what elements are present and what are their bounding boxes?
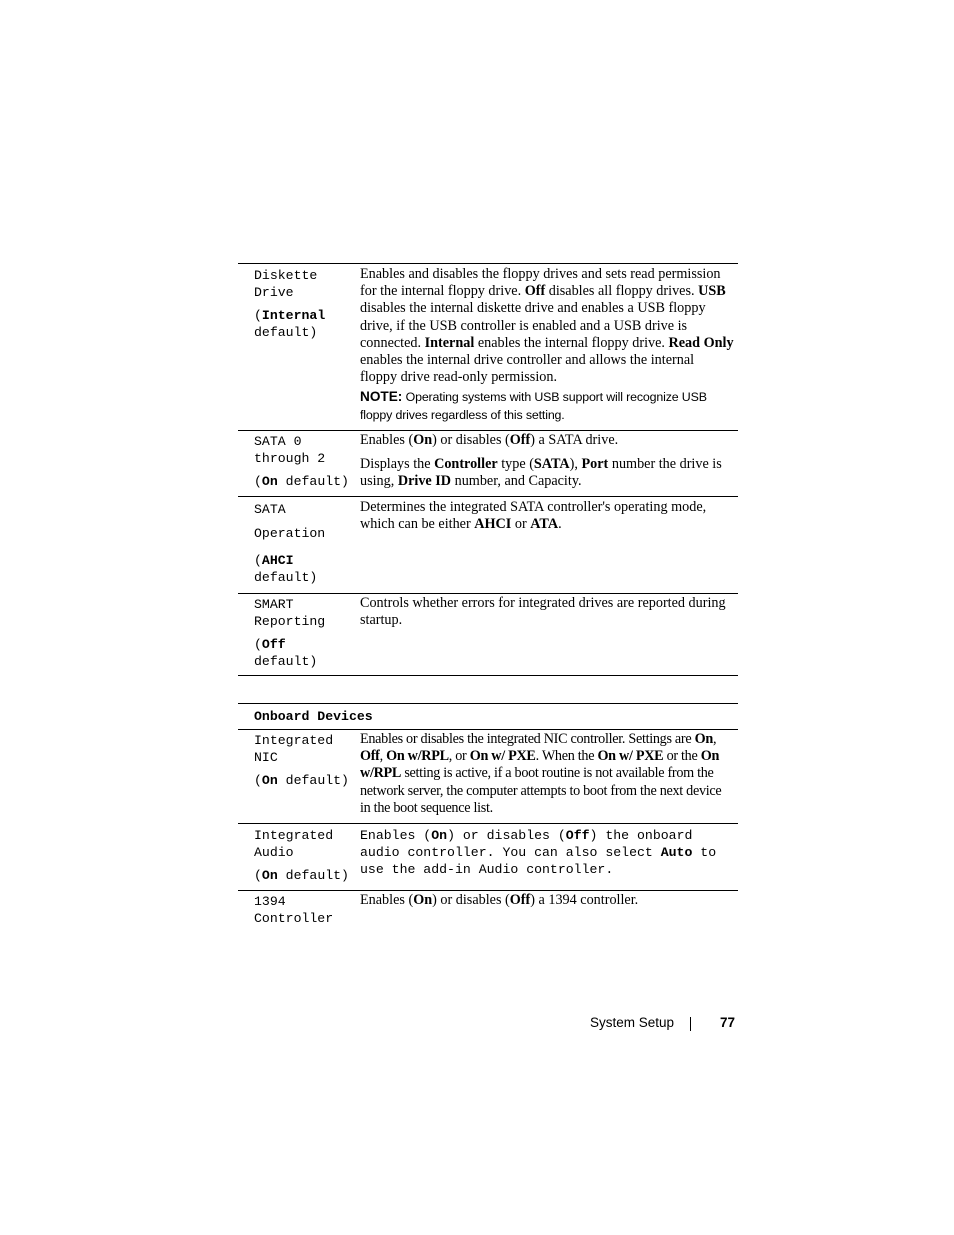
option-name-line: NIC bbox=[254, 750, 278, 765]
table-header: Onboard Devices bbox=[238, 704, 738, 730]
drive-options-table bbox=[238, 263, 738, 676]
description-text: Enables (On) or disables (Off) the onboard audio controller. You can also select Auto to use the add-in Audio controller. bbox=[360, 828, 717, 877]
description-text: Enables (On) or disables (Off) a 1394 controller. bbox=[360, 892, 639, 908]
table-row bbox=[238, 594, 738, 675]
option-description bbox=[360, 824, 738, 890]
option-name-line: SMART bbox=[254, 597, 294, 612]
option-name bbox=[238, 497, 360, 593]
option-default: (Off bbox=[254, 637, 286, 652]
description-text: Controls whether errors for integrated drives are reported during startup. bbox=[360, 595, 726, 629]
footer-divider bbox=[690, 1017, 691, 1031]
option-name-line: 1394 bbox=[254, 894, 286, 909]
option-name bbox=[238, 264, 360, 430]
option-name bbox=[238, 431, 360, 496]
option-default-suffix: default) bbox=[254, 654, 318, 669]
table-row bbox=[238, 264, 738, 431]
table-row bbox=[238, 431, 738, 497]
option-name-line: Operation bbox=[254, 526, 326, 541]
option-name-line: SATA 0 bbox=[254, 434, 302, 449]
default-open: ( bbox=[254, 308, 262, 323]
default-value: Internal bbox=[261, 308, 326, 323]
option-description bbox=[360, 431, 738, 496]
footer-section-title: System Setup bbox=[590, 1015, 675, 1030]
option-default: (On default) bbox=[254, 773, 349, 788]
option-description bbox=[360, 730, 738, 823]
option-name bbox=[238, 824, 360, 890]
option-name-line: Controller bbox=[254, 911, 334, 926]
onboard-devices-table bbox=[238, 703, 738, 931]
table-row bbox=[238, 497, 738, 594]
option-name-line: Audio bbox=[254, 845, 294, 860]
option-default-suffix: default) bbox=[254, 570, 318, 585]
option-name bbox=[238, 730, 360, 823]
option-name-line: Diskette bbox=[254, 268, 318, 283]
option-default-suffix: default) bbox=[254, 325, 318, 340]
note-text: Operating systems with USB support will recognize USB floppy drives regardless of this setting. bbox=[360, 390, 707, 422]
option-default: (On default) bbox=[254, 868, 349, 883]
option-name-line: SATA bbox=[254, 502, 286, 517]
option-default: (AHCI bbox=[254, 553, 294, 568]
note bbox=[360, 388, 734, 423]
option-default bbox=[254, 307, 360, 324]
option-name bbox=[238, 891, 360, 931]
option-name-line: through 2 bbox=[254, 451, 326, 466]
option-name-line: Drive bbox=[254, 285, 294, 300]
table-row bbox=[238, 824, 738, 891]
option-name-line: Integrated bbox=[254, 733, 334, 748]
description-text: Enables (On) or disables (Off) a SATA drive. bbox=[360, 432, 619, 448]
option-description bbox=[360, 891, 738, 931]
table-row bbox=[238, 730, 738, 824]
option-description bbox=[360, 264, 738, 430]
option-default: (On default) bbox=[254, 474, 349, 489]
description-text: Displays the Controller type (SATA), Port number the drive is using, Drive ID number, and Capacity. bbox=[360, 456, 722, 490]
note-label: NOTE: bbox=[360, 389, 403, 405]
table-row bbox=[238, 891, 738, 931]
description-text: Enables and disables the floppy drives and sets read permission for the internal floppy drive. Off disables all floppy drives. USB disables the internal diskette drive and enables a USB floppy drive, if the USB controller is enabled and a USB drive is connected. Internal enables the internal floppy drive. Read Only enables the internal drive controller and allows the internal floppy drive read-only permission. bbox=[360, 266, 734, 386]
option-description bbox=[360, 497, 738, 593]
description-text: Determines the integrated SATA controller's operating mode, which can be either AHCI or ATA. bbox=[360, 499, 707, 533]
description-text: Enables or disables the integrated NIC controller. Settings are On, Off, On w/RPL, or On w/ PXE. When the On w/ PXE or the On w/RPL setting is active, if a boot routine is not available from the network server, the computer attempts to boot from the next device in the boot sequence list. bbox=[360, 731, 722, 816]
option-name bbox=[238, 594, 360, 675]
option-name-line: Integrated bbox=[254, 828, 334, 843]
option-name-line: Reporting bbox=[254, 614, 326, 629]
option-description bbox=[360, 594, 738, 675]
page-footer bbox=[590, 1015, 738, 1035]
page-number: 77 bbox=[720, 1015, 736, 1030]
